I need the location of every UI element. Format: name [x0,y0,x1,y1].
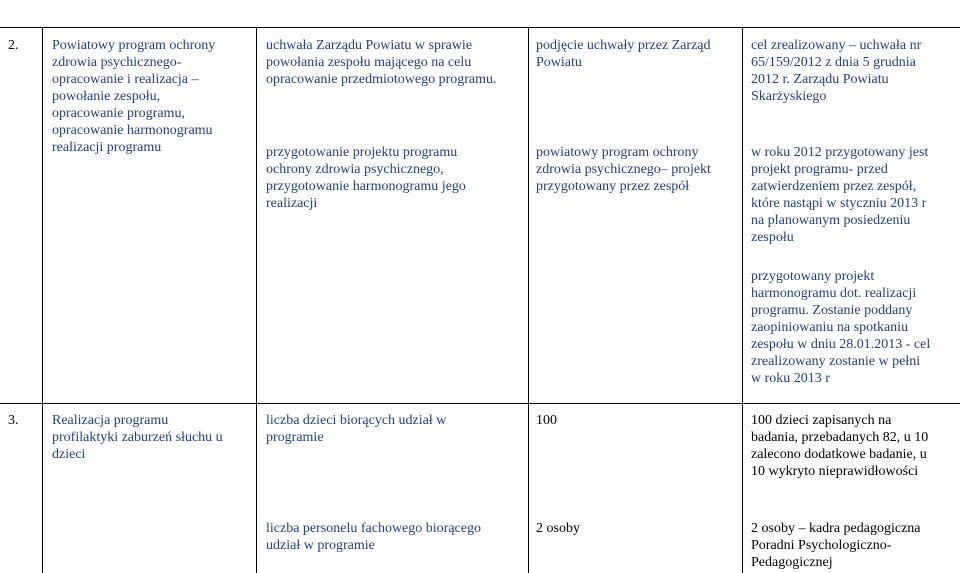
row-3-number [8,412,19,429]
row-2-target-2 [536,144,740,195]
column-divider-1 [42,27,43,573]
row-2-indicator-2 [266,144,526,212]
target-text: podjęcie uchwały przez Zarząd Powiatu [536,38,711,70]
row-3-result-2 [751,520,959,571]
row-2-target-1 [536,37,740,71]
result-text: przygotowany projekt harmonogramu dot. realizacji programu. Zostanie poddany zaopiniowaniu na spotkaniu zespołu w dniu 28.01.2013 - cel zrealizowany zostanie w pełni w roku 2013 r [751,269,931,386]
row-2-indicator-1 [266,37,526,88]
target-text: 100 [536,413,557,428]
row-divider [0,403,960,404]
row-2-result-2 [751,144,959,246]
row-3-target-1 [536,412,740,429]
row-3-task [52,412,252,463]
column-divider-4 [742,27,743,573]
row-3-indicator-1 [266,412,526,446]
table-border-top [0,27,960,28]
row-2-result-1 [751,37,959,105]
row-2-number [8,37,19,54]
row-2-result-3 [751,268,959,387]
row-number: 2. [8,38,19,53]
row-3-result-1 [751,412,959,480]
indicator-text: przygotowanie projektu programu ochrony zdrowia psychicznego, przygotowanie harmonogramu jego realizacji [266,145,466,211]
result-text: w roku 2012 przygotowany jest projekt programu- przed zatwierdzeniem przez zespół, które nastąpi w styczniu 2013 r na planowanym posiedzeniu zespołu [751,145,929,245]
row-3-target-2 [536,520,740,537]
task-description: Realizacja programu profilaktyki zaburzeń słuchu u dzieci [52,413,223,462]
target-text: 2 osoby [536,521,580,536]
row-2-task [52,37,252,156]
result-text: cel zrealizowany – uchwała nr 65/159/2012 z dnia 5 grudnia 2012 r. Zarządu Powiatu Skarżyskiego [751,38,922,104]
column-divider-2 [256,27,257,573]
column-divider-3 [528,27,529,573]
result-text: 2 osoby – kadra pedagogiczna Poradni Psychologiczno- Pedagogicznej [751,521,921,570]
target-text: powiatowy program ochrony zdrowia psychicznego– projekt przygotowany przez zespół [536,145,711,194]
indicator-text: liczba personelu fachowego biorącego udział w programie [266,521,481,553]
row-3-indicator-2 [266,520,526,554]
indicator-text: uchwała Zarządu Powiatu w sprawie powołania zespołu mającego na celu opracowanie przedmiotowego programu. [266,38,497,87]
result-text: 100 dzieci zapisanych na badania, przebadanych 82, u 10 zalecono dodatkowe badanie, u 10 wykryto nieprawidłowości [751,413,929,479]
indicator-text: liczba dzieci biorących udział w programie [266,413,447,445]
task-description: Powiatowy program ochrony zdrowia psychicznego- opracowanie i realizacja – powołanie zespołu, opracowanie programu, opracowanie harmonogramu realizacji programu [52,38,216,155]
row-number: 3. [8,413,19,428]
